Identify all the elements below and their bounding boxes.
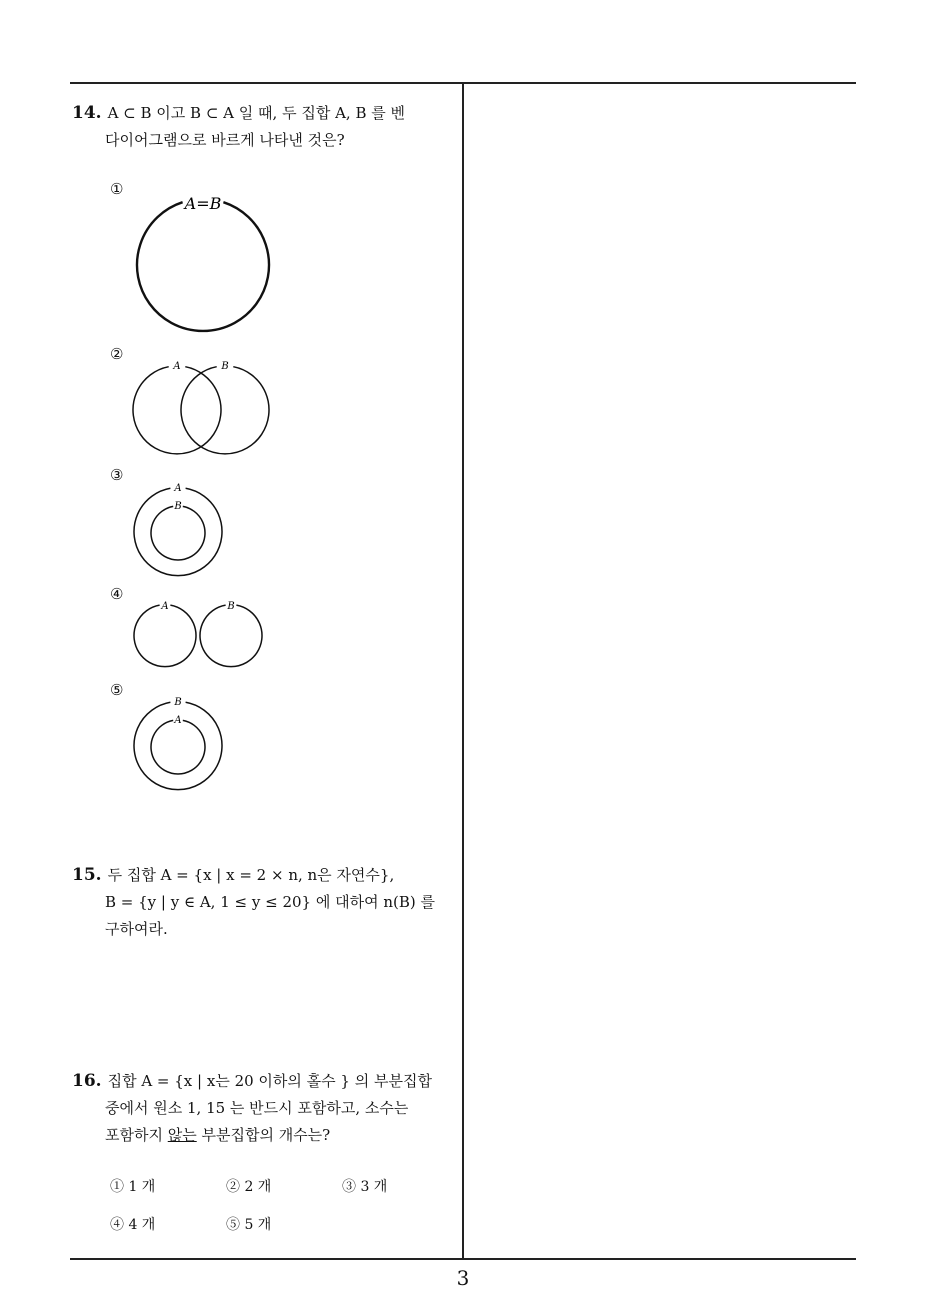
bottom-rule: [70, 1258, 856, 1260]
venn-diagram-option-4: [128, 598, 268, 672]
page-number: 3: [456, 1266, 470, 1290]
question-text: 두 집합 A = {x | x = 2 × n, n은 자연수},: [107, 866, 395, 884]
question-text: A ⊂ B 이고 B ⊂ A 일 때, 두 집합 A, B 를 벤: [107, 104, 405, 122]
question-16-line-2: 중에서 원소 1, 15 는 반드시 포함하고, 소수는: [105, 1099, 409, 1117]
venn-label-b: B: [227, 601, 235, 612]
option-marker-2: ②: [110, 345, 124, 363]
option-marker-5: ⑤: [110, 681, 124, 699]
underlined-emphasis: 않는: [167, 1126, 197, 1144]
inner-circle-b: [151, 506, 205, 560]
venn-diagram-option-1: [128, 190, 278, 340]
question-14: [72, 100, 442, 154]
circle-b: [200, 605, 262, 667]
question-16-line-3: [72, 1122, 442, 1149]
venn-diagram-option-5: [128, 694, 228, 792]
venn-label-b: B: [221, 361, 229, 372]
circle-a: [133, 367, 221, 454]
answer-choice-3: ③ 3 개: [342, 1179, 388, 1195]
answer-choice-5: ⑤ 5 개: [226, 1217, 272, 1233]
venn-label-a-equals-b: A=B: [184, 194, 222, 213]
venn-label-a: A: [174, 715, 182, 726]
question-15-line-1: [72, 862, 442, 889]
venn-diagram-option-3: [128, 480, 228, 578]
inner-circle-a: [151, 720, 205, 774]
circle-b: [181, 367, 269, 454]
question-number: 14.: [72, 103, 102, 123]
question-14-line-2: 다이어그램으로 바르게 나타낸 것은?: [105, 131, 345, 149]
question-15: [72, 862, 442, 943]
question-text-part: 부분집합의 개수는?: [196, 1126, 331, 1144]
question-number: 15.: [72, 865, 102, 885]
venn-label-a: A: [161, 601, 169, 612]
option-marker-1: ①: [110, 180, 124, 198]
venn-label-a: A: [174, 483, 182, 494]
venn-label-a: A: [173, 361, 181, 372]
venn-label-b: B: [174, 501, 182, 512]
answer-choice-4: ④ 4 개: [110, 1217, 156, 1233]
venn-diagram-option-2: [128, 356, 278, 460]
option-marker-4: ④: [110, 585, 124, 603]
question-15-line-3: 구하여라.: [105, 920, 168, 938]
question-16: [72, 1068, 442, 1149]
answer-choice-2: ② 2 개: [226, 1179, 272, 1195]
option-marker-3: ③: [110, 466, 124, 484]
question-text: 집합 A = {x | x는 20 이하의 홀수 } 의 부분집합: [107, 1072, 432, 1090]
circle-a-equals-b: [137, 202, 269, 331]
question-15-line-2: B = {y | y ∈ A, 1 ≤ y ≤ 20} 에 대하여 n(B) 를: [105, 893, 435, 911]
venn-label-b: B: [174, 697, 182, 708]
question-14-line-1: [72, 100, 442, 127]
question-number: 16.: [72, 1071, 102, 1091]
answer-choice-1: ① 1 개: [110, 1179, 156, 1195]
question-16-line-1: [72, 1068, 442, 1095]
question-text-part: 포함하지: [105, 1126, 168, 1144]
circle-a: [134, 605, 196, 667]
column-divider: [462, 82, 464, 1260]
